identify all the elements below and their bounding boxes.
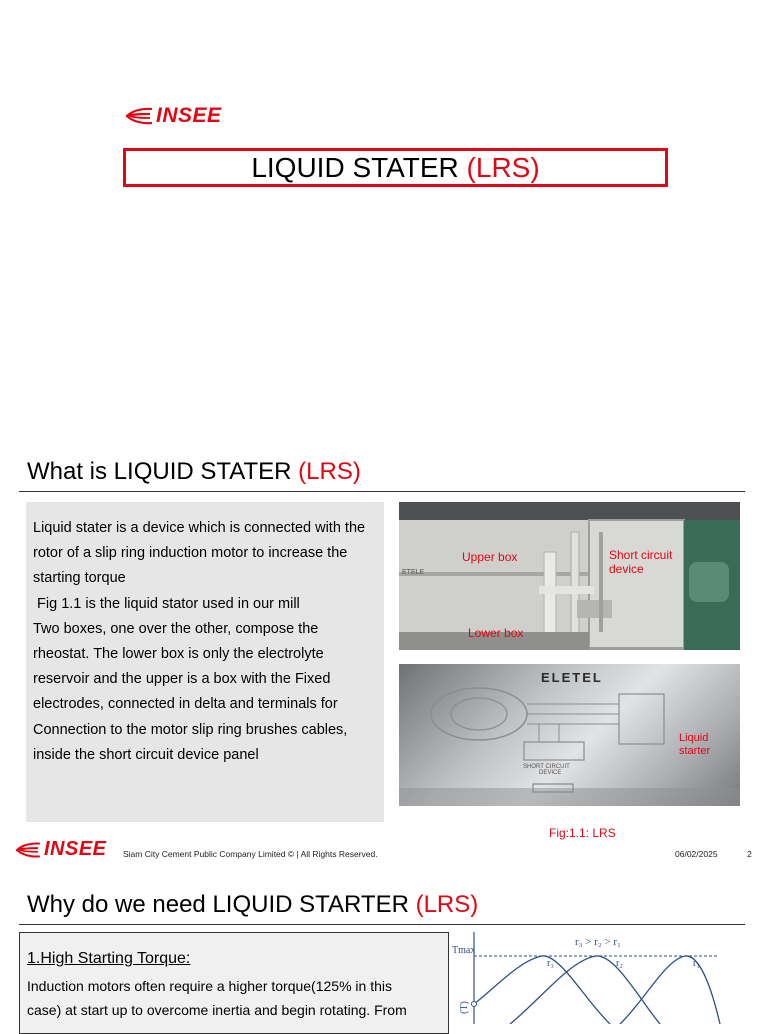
heading-main-text: Why do we need LIQUID STARTER xyxy=(27,891,416,918)
footer-date: 06/02/2025 xyxy=(675,849,718,859)
short-circuit-label-line1: Short circuit xyxy=(609,548,673,562)
curve-r2 xyxy=(510,956,660,1024)
section-heading-why-need xyxy=(27,891,478,919)
description-line: inside the short circuit device panel xyxy=(33,746,259,763)
slide-title-accent: (LRS) xyxy=(466,151,540,183)
liquid-starter-label-line2: starter xyxy=(679,745,711,757)
graph-axis-label: (T) xyxy=(458,1001,470,1014)
eletel-brand-text: ELETEL xyxy=(541,670,603,685)
heading-accent-text: (LRS) xyxy=(415,891,479,918)
description-panel xyxy=(26,502,384,822)
heading-accent-text: (LRS) xyxy=(298,458,361,485)
graph-tmax-label: Tmax xyxy=(452,945,476,956)
scd-label-line1: SHORT CIRCUIT xyxy=(523,764,570,770)
footer-insee-logo-text: INSEE xyxy=(44,838,107,860)
torque-description xyxy=(27,974,407,1022)
description-line: Two boxes, one over the other, compose the xyxy=(33,620,319,637)
liquid-starter-photo xyxy=(399,502,740,650)
graph-r2-label: r₂ xyxy=(616,958,623,969)
torque-subheading: 1.High Starting Torque: xyxy=(27,950,191,967)
graph-r3-label: r₃ xyxy=(547,958,554,969)
footer-insee-swoosh-icon xyxy=(16,840,41,860)
liquid-starter-label-line1: Liquid xyxy=(679,732,709,744)
insee-logo-text: INSEE xyxy=(156,104,222,127)
footer-insee-logo xyxy=(16,838,107,861)
torque-speed-graph xyxy=(450,930,750,1024)
liquid-starter-photo-drawing xyxy=(399,502,740,650)
description-line: Liquid stater is a device which is connected with the xyxy=(33,520,366,536)
upper-box-label: Upper box xyxy=(462,550,518,564)
start-point xyxy=(472,1002,477,1007)
curve-r3 xyxy=(474,956,610,1024)
description-line: electrodes, connected in delta and terminals for xyxy=(33,696,338,713)
figure-caption: Fig:1.1: LRS xyxy=(549,826,616,840)
heading-main-text: What is LIQUID STATER xyxy=(27,458,299,485)
short-circuit-label-line2: device xyxy=(609,562,644,576)
section-heading-what-is xyxy=(27,458,361,486)
svg-text:ETELE: ETELE xyxy=(402,569,425,576)
insee-logo xyxy=(126,104,222,128)
insee-swoosh-icon xyxy=(126,105,153,127)
scd-label-line2: DEVICE xyxy=(539,770,562,776)
graph-relation-label: r₃ > r₂ > r₁ xyxy=(575,936,621,948)
schematic-plate-photo xyxy=(399,664,740,806)
description-line: starting torque xyxy=(33,570,126,587)
description-line: Connection to the motor slip ring brushes cables, xyxy=(33,721,348,738)
lower-box-label: Lower box xyxy=(468,626,524,640)
torque-line: Induction motors often require a higher torque(125% in this xyxy=(27,978,392,994)
torque-explanation-panel xyxy=(19,932,449,1034)
description-line: rotor of a slip ring induction motor to increase the xyxy=(33,545,348,562)
description-line: rheostat. The lower box is only the electrolyte xyxy=(33,646,324,663)
description-line: Fig 1.1 is the liquid stator used in our mill xyxy=(33,595,300,612)
graph-r1-label: r₁ xyxy=(693,958,700,969)
torque-line: case) at start up to overcome inertia and begin rotating. From xyxy=(27,1002,407,1018)
footer-company-text: Siam City Cement Public Company Limited © | All Rights Reserved. xyxy=(123,849,378,859)
description-text xyxy=(26,502,384,768)
slide-title-main: LIQUID STATER xyxy=(251,151,467,183)
heading-divider xyxy=(19,491,745,492)
slide-title xyxy=(123,148,668,187)
description-line: reservoir and the upper is a box with the Fixed xyxy=(33,671,331,688)
footer-page-number: 2 xyxy=(747,849,752,859)
heading-divider xyxy=(19,924,745,925)
